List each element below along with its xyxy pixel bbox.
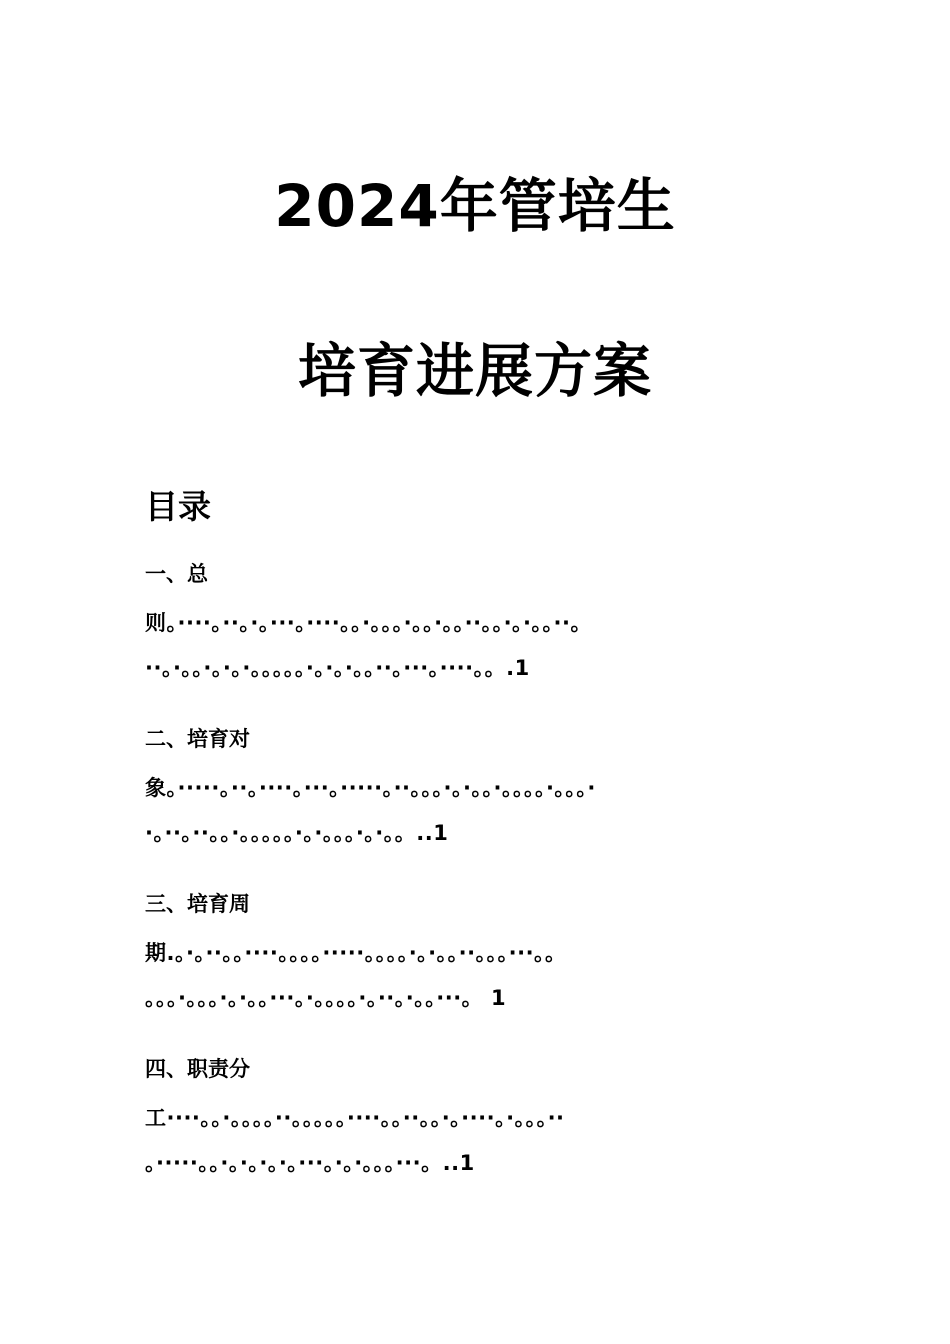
toc-entry-title: 三、培育周 xyxy=(145,892,250,916)
toc-entry-1[interactable] xyxy=(145,559,805,680)
toc-entry-title: 四、职责分 xyxy=(145,1057,250,1081)
toc-entry-title: 二、培育对 xyxy=(145,727,250,751)
toc-entry-leader-line-page: 。·····。。·。·。·。·。···。·。·。。。···。..1 xyxy=(145,1151,475,1175)
toc-entry-title: 一、总 xyxy=(145,562,208,586)
toc-heading: 目录 xyxy=(145,487,211,526)
document-title-line-2: 培育进展方案 xyxy=(297,337,652,405)
toc-entry-4[interactable] xyxy=(145,1054,805,1175)
toc-entry-leader-line: 工····。。·。。。。··。。。。。····。。··。。·。····。·。。。·· xyxy=(145,1106,565,1130)
toc-entry-3[interactable] xyxy=(145,889,805,1010)
toc-entry-leader-line: 则。····。··。·。···。····。。·。。。·。。·。。··。。·。·。。··。 xyxy=(145,611,592,635)
toc-entry-leader-line-page: ··。·。。·。·。·。。。。。·。·。·。。··。···。····。。.1 xyxy=(145,656,530,680)
toc-entry-leader-line: 期.。·。··。。····。。。。·····。。。。·。·。。··。。。···。。 xyxy=(145,941,567,965)
toc-entry-leader-line-page: 。。。·。。。·。·。。···。·。。。。·。··。·。。···。 1 xyxy=(145,986,507,1010)
toc-entry-2[interactable] xyxy=(145,724,805,845)
toc-entry-leader-line-page: ·。··。··。。·。。。。。·。·。。。·。·。。..1 xyxy=(145,821,449,845)
toc-entry-leader-line: 象。·····。··。····。···。·····。··。。。·。·。。·。。。。·。。。· xyxy=(145,776,596,800)
document-title-line-1: 2024年管培生 xyxy=(274,172,676,240)
